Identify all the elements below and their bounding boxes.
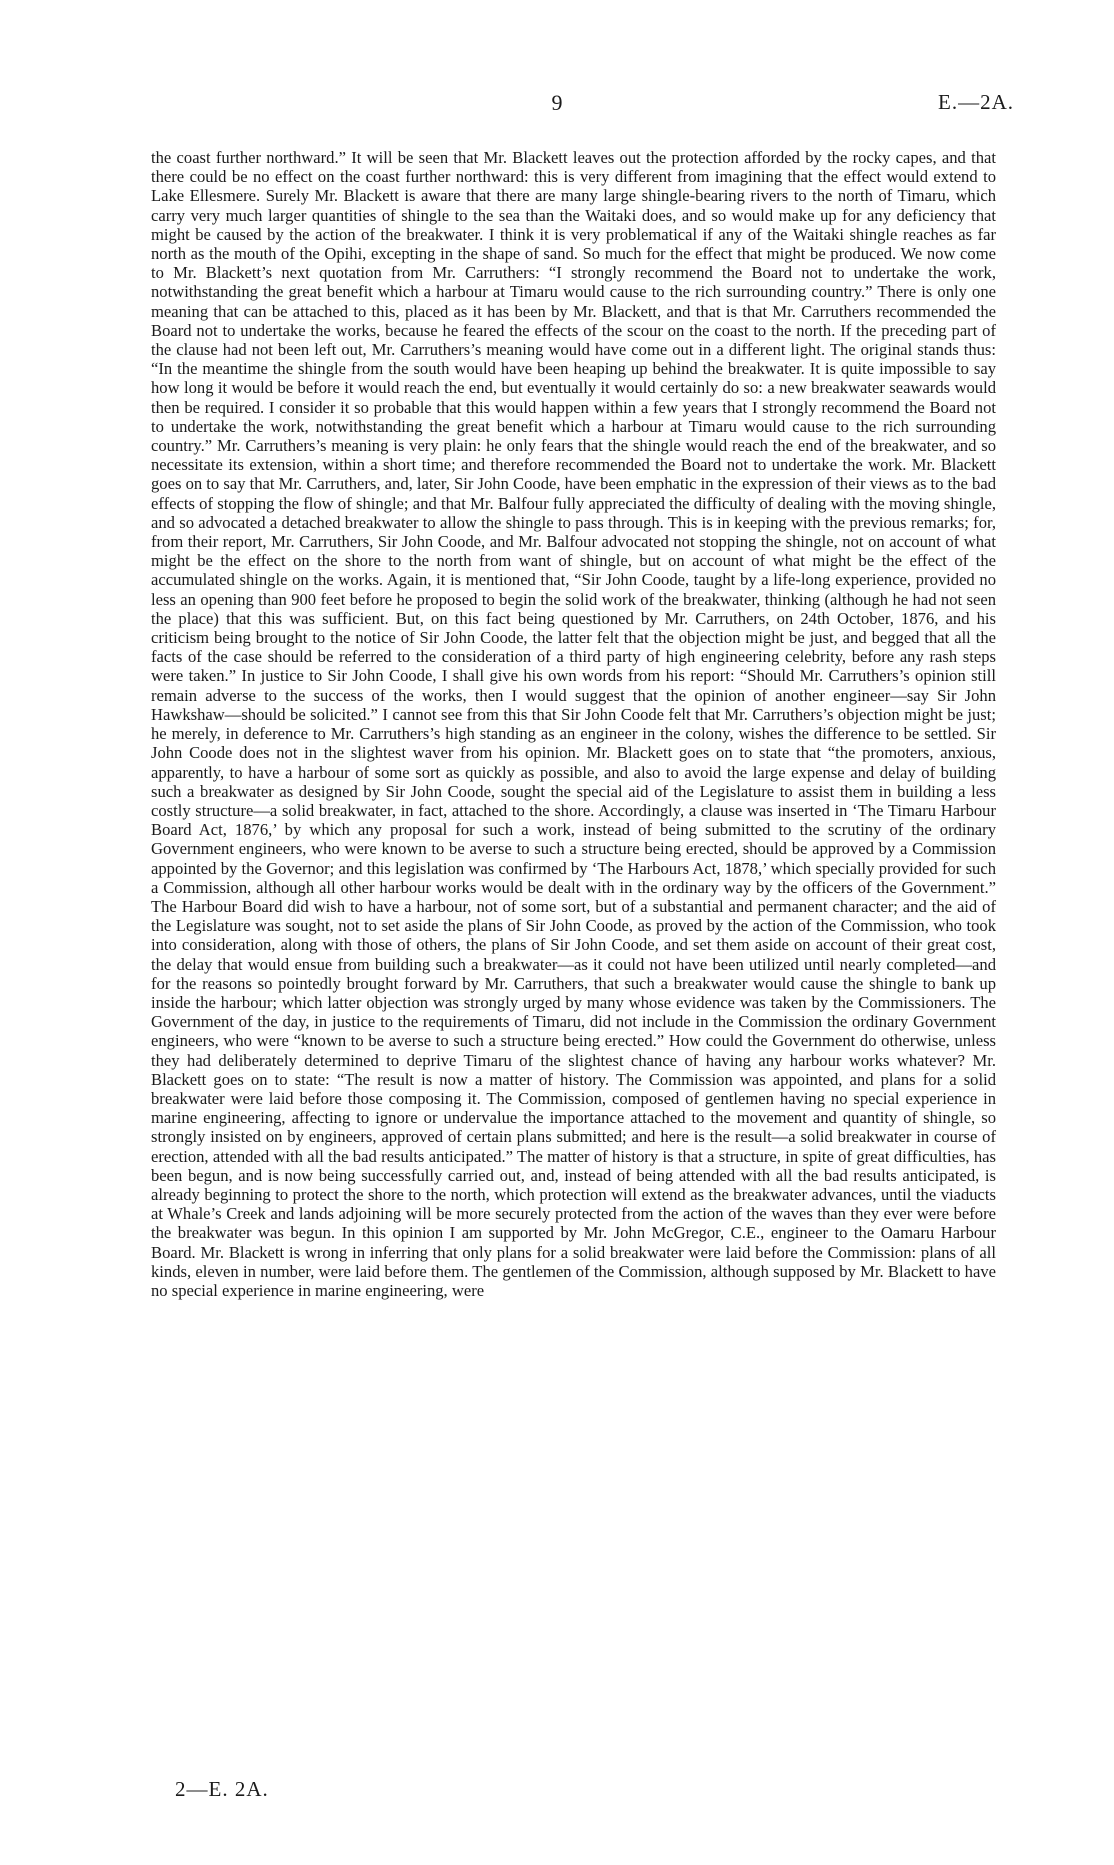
body-paragraph: the coast further northward.” It will be seen that Mr. Blackett leaves out the protection afforded by the rocky capes, and that there could be no effect on the coast further northward: this is very different from imagining that the effect would extend to Lake Ellesmere. Surely Mr. Blackett is aware that there are many large shingle-bearing rivers to the north of Timaru, which carry very much larger quantities of shingle to the sea than the Waitaki does, and so would make up for any deficiency that might be caused by the action of the breakwater. I think it is very problematical if any of the Waitaki shingle reaches as far north as the mouth of the Opihi, excepting in the shape of sand. So much for the effect that might be produced. We now come to Mr. Blackett’s next quotation from Mr. Carruthers: “I strongly recommend the Board not to undertake the work, notwithstanding the great benefit which a harbour at Timaru would cause to the rich surrounding country.” There is only one meaning that can be attached to this, placed as it has been by Mr. Blackett, and that is that Mr. Carruthers recommended the Board not to undertake the works, because he feared the effects of the scour on the coast to the north. If the preceding part of the clause had not been left out, Mr. Carruthers’s meaning would have come out in a different light. The original stands thus: “In the meantime the shingle from the south would have been heaping up behind the breakwater. It is quite impossible to say how long it would be before it would reach the end, but eventually it would certainly do so: a new breakwater seawards would then be required. I consider it so probable that this would happen within a few years that I strongly recommend the Board not to undertake the work, notwithstanding the great benefit which a harbour at Timaru would cause to the rich surrounding country.” Mr. Carruthers’s meaning is very plain: he only fears that the shingle would reach the end of the breakwater, and so necessitate its extension, within a short time; and therefore recommended the Board not to undertake the work. Mr. Blackett goes on to say that Mr. Carruthers, and, later, Sir John Coode, have been emphatic in the expression of their views as to the bad effects of stopping the flow of shingle; and that Mr. Balfour fully appreciated the difficulty of dealing with the moving shingle, and so advocated a detached breakwater to allow the shingle to pass through. This is in keeping with the previous remarks; for, from their report, Mr. Carruthers, Sir John Coode, and Mr. Balfour advocated not stopping the shingle, not on account of what might be the effect on the shore to the north from want of shingle, but on account of what might be the effect of the accumulated shingle on the works. Again, it is mentioned that, “Sir John Coode, taught by a life-long experience, provided no less an opening than 900 feet before he proposed to begin the solid work of the breakwater, thinking (although he had not seen the place) that this was sufficient. But, on this fact being questioned by Mr. Carruthers, on 24th October, 1876, and his criticism being brought to the notice of Sir John Coode, the latter felt that the objection might be just, and begged that all the facts of the case should be referred to the consideration of a third party of high engineering celebrity, before any rash steps were taken.” In justice to Sir John Coode, I shall give his own words from his report: “Should Mr. Carruthers’s opinion still remain adverse to the success of the works, then I would suggest that the opinion of another engineer—say Sir John Hawkshaw—should be solicited.” I cannot see from this that Sir John Coode felt that Mr. Carruthers’s objection might be just; he merely, in deference to Mr. Carruthers’s high standing as an engineer in the colony, wishes the difference to be settled. Sir John Coode does not in the slightest waver from his opinion. Mr. Blackett goes on to state that “the promoters, anxious, apparently, to have a harbour of some sort as quickly as possible, and also to avoid the large expense and delay of building such a breakwater as designed by Sir John Coode, sought the special aid of the Legislature to assist them in building a less costly structure—a solid breakwater, in fact, attached to the shore. Accordingly, a clause was inserted in ‘The Timaru Harbour Board Act, 1876,’ by which any proposal for such a work, instead of being submitted to the scrutiny of the ordinary Government engineers, who were known to be averse to such a structure being erected, should be approved by a Commission appointed by the Governor; and this legislation was confirmed by ‘The Harbours Act, 1878,’ which specially provided for such a Commission, although all other harbour works would be dealt with in the ordinary way by the officers of the Government.” The Harbour Board did wish to have a harbour, not of some sort, but of a substantial and permanent character; and the aid of the Legislature was sought, not to set aside the plans of Sir John Coode, as proved by the action of the Commission, who took into consideration, along with those of others, the plans of Sir John Coode, and set them aside on account of their great cost, the delay that would ensue from building such a breakwater—as it could not have been utilized until nearly completed—and for the reasons so pointedly brought forward by Mr. Carruthers, that such a breakwater would cause the shingle to bank up inside the harbour; which latter objection was strongly urged by many whose evidence was taken by the Commissioners. The Government of the day, in justice to the requirements of Timaru, did not include in the Commission the ordinary Government engineers, who were “known to be averse to such a structure being erected.” How could the Government do otherwise, unless they had deliberately determined to deprive Timaru of the slightest chance of having any harbour works whatever? Mr. Blackett goes on to state: “The result is now a matter of history. The Commission was appointed, and plans for a solid breakwater were laid before those composing it. The Commission, composed of gentlemen having no special experience in marine engineering, affecting to ignore or undervalue the importance attached to the movement and quantity of shingle, so strongly insisted on by engineers, approved of certain plans submitted; and here is the result—a solid breakwater in course of erection, attended with all the bad results anticipated.” The matter of history is that a structure, in spite of great difficulties, has been begun, and is now being successfully carried out, and, instead of being attended with all the bad results anticipated, is already beginning to protect the shore to the north, which protection will extend as the breakwater advances, until the viaducts at Whale’s Creek and lands adjoining will be more securely protected from the action of the waves than they ever were before the breakwater was begun. In this opinion I am supported by Mr. John McGregor, C.E., engineer to the Oamaru Harbour Board. Mr. Blackett is wrong in inferring that only plans for a solid breakwater were laid before the Commission: plans of all kinds, eleven in number, were laid before them. The gentlemen of the Commission, although supposed by Mr. Blackett to have no special experience in marine engineering, were — [151, 148, 996, 1300]
document-reference: E.—2A. — [938, 90, 1014, 114]
sheet-signature: 2—E. 2A. — [175, 1777, 269, 1801]
page-number: 9 — [551, 90, 563, 115]
